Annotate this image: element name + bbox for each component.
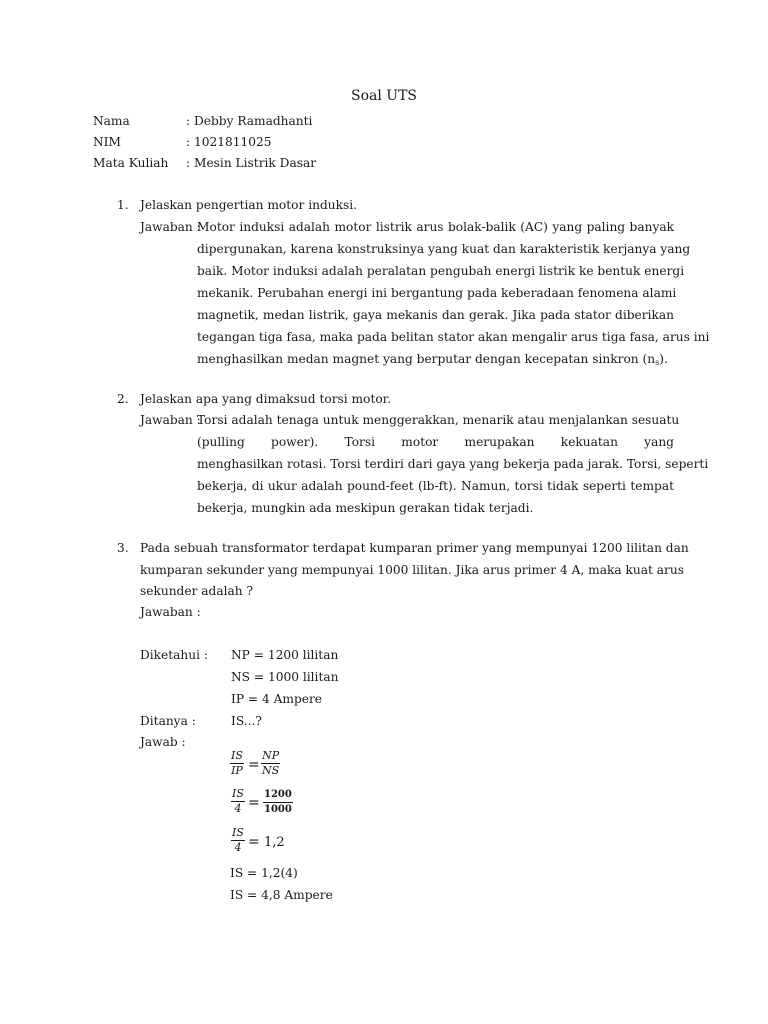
q2-number: 2. (117, 392, 129, 406)
q1-answer-line: Motor induksi adalah motor listrik arus bolak-balik (AC) yang paling banyak (197, 220, 674, 234)
q3-step: IS = 1,2(4) (230, 866, 298, 880)
q3-known-item: NP = 1200 lilitan (231, 648, 339, 662)
q1-answer-line: baik. Motor induksi adalah peralatan pengubah energi listrik ke bentuk energi (197, 264, 685, 278)
result-value: 1,2 (264, 835, 285, 850)
equals-sign: = (248, 757, 260, 773)
q2-question: Jelaskan apa yang dimaksud torsi motor. (140, 392, 392, 406)
equals-sign: = (248, 795, 260, 811)
q1-answer-line: mekanik. Perubahan energi ini bergantung pada keberadaan fenomena alami (197, 286, 677, 300)
fraction-is-4: IS 4 (232, 787, 244, 815)
identity-value-name: : Debby Ramadhanti (186, 114, 313, 128)
q2-answer-line: bekerja, di ukur adalah pound-feet (lb-ft). Namun, torsi tidak seperti tempat (197, 479, 674, 493)
q1-answer-label: Jawaban : (140, 220, 201, 234)
q1-answer-line: dipergunakan, karena konstruksinya yang kuat dan karakteristik kerjanya yang (197, 242, 691, 256)
q3-answer-label: Jawaban : (140, 605, 201, 619)
identity-label-course: Mata Kuliah (93, 156, 169, 170)
q1-answer-last-line: menghasilkan medan magnet yang berputar dengan kecepatan sinkron $(n_s)$. (197, 352, 668, 367)
identity-label-name: Nama (93, 114, 130, 128)
q1-answer-line: tegangan tiga fasa, maka pada belitan stator akan mengalir arus tiga fasa, arus ini (197, 330, 710, 344)
fraction-np-ns: NP NS (262, 749, 280, 777)
identity-value-nim: : 1021811025 (186, 135, 272, 149)
identity-label-nim: NIM (93, 135, 121, 149)
q3-number: 3. (117, 541, 129, 555)
page-title: Soal UTS (350, 88, 418, 104)
q3-solve-label: Jawab : (140, 735, 186, 749)
q3-known-item: IP = 4 Ampere (231, 692, 323, 706)
identity-value-course: : Mesin Listrik Dasar (186, 156, 317, 170)
q2-answer-label: Jawaban : (140, 413, 201, 427)
q2-answer-line: (pulling power). Torsi motor merupakan kekuatan yang (197, 435, 674, 449)
fraction-1200-1000: 1200 1000 (264, 789, 292, 815)
q1-question: Jelaskan pengertian motor induksi. (140, 198, 358, 212)
q3-final-answer: IS = 4,8 Ampere (230, 888, 333, 902)
q1-answer-line: magnetik, medan listrik, gaya mekanis dan gerak. Jika pada stator diberikan (197, 308, 674, 322)
q3-asked-value: IS...? (231, 714, 262, 728)
q2-answer-line: menghasilkan rotasi. Torsi terdiri dari gaya yang bekerja pada jarak. Torsi, seperti (197, 457, 709, 471)
fraction-is-ip: IS IP (231, 749, 243, 777)
q3-known-label: Diketahui : (140, 648, 209, 662)
q2-answer-line: Torsi adalah tenaga untuk menggerakkan, menarik atau menjalankan sesuatu (197, 413, 680, 427)
equals-sign: = (248, 834, 260, 850)
q3-question-last-line: sekunder adalah ? (140, 584, 254, 598)
q3-asked-label: Ditanya : (140, 714, 196, 728)
fraction-is-4: IS 4 (232, 826, 244, 854)
q3-known-item: NS = 1000 lilitan (231, 670, 339, 684)
q2-answer-last-line: bekerja, mungkin ada meskipun gerakan tidak terjadi. (197, 501, 534, 515)
q1-number: 1. (117, 198, 129, 212)
q3-question-line: kumparan sekunder yang mempunyai 1000 lilitan. Jika arus primer 4 A, maka kuat arus (140, 563, 684, 577)
q3-question-line: Pada sebuah transformator terdapat kumparan primer yang mempunyai 1200 lilitan dan (140, 541, 689, 555)
